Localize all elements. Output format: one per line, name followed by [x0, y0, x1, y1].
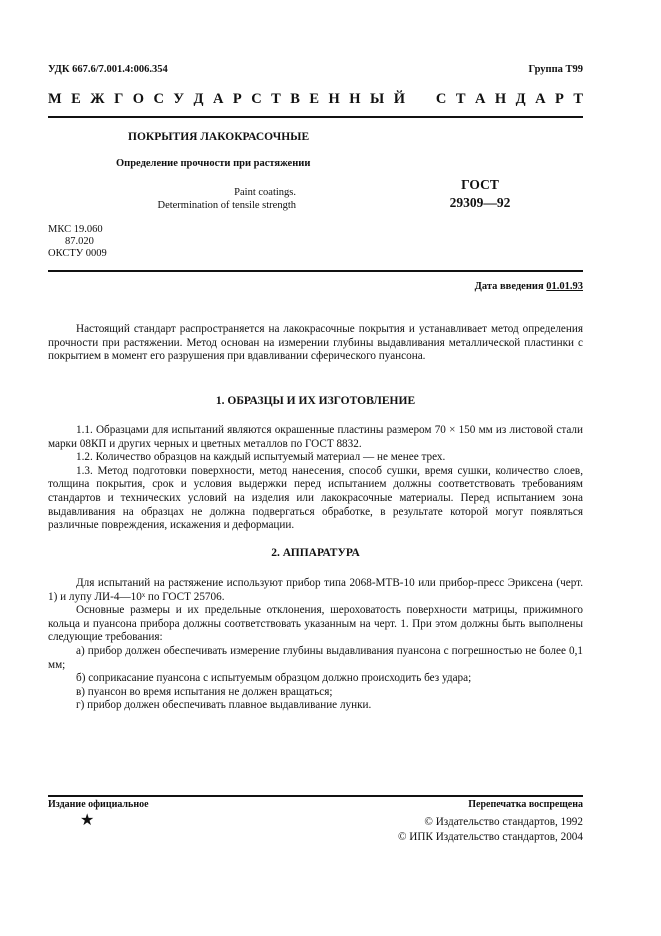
banner-letter: Г: [114, 91, 124, 107]
section2-heading: 2. АППАРАТУРА: [271, 547, 360, 559]
document-title: ПОКРЫТИЯ ЛАКОКРАСОЧНЫЕ: [128, 131, 310, 143]
english-title: [116, 186, 296, 212]
banner-letter: Р: [232, 91, 242, 107]
banner-letter: Н: [494, 91, 507, 107]
middle-divider: [48, 270, 583, 272]
okstu-code: ОКСТУ 0009: [48, 248, 107, 259]
banner-letter: Н: [349, 91, 361, 107]
intro-paragraph: Настоящий стандарт распространяется на лакокрасочные покрытия и устанавливает метод определения прочности при растяжении. Метод основан на измерении глубины выдавливания металлической пластинки с покрытием в момент его разрушения при вдавливании сферического пуансона.: [48, 323, 583, 363]
requirement-c: в) пуансон во время испытания не должен вращаться;: [76, 685, 333, 698]
english-title-line2: Determination of tensile strength: [157, 200, 296, 211]
banner-letter: А: [474, 91, 486, 107]
banner-letter: С: [251, 91, 262, 107]
banner-letter: С: [435, 91, 447, 107]
group-code: Группа Т99: [528, 64, 583, 75]
banner-letter: Т: [271, 91, 281, 107]
reprint-prohibited-label: Перепечатка воспрещена: [468, 799, 583, 810]
gost-designation: [440, 176, 520, 212]
banner-letter: Н: [328, 91, 340, 107]
banner-letter: О: [132, 91, 145, 107]
section1-para-1-1: 1.1. Образцами для испытаний являются окрашенные пластины размером 70 × 150 мм из листовой стали марки 08КП и других черных и цветных металлов по ГОСТ 8832.: [48, 424, 583, 450]
requirement-d: г) прибор должен обеспечивать плавное выдавливание лунки.: [76, 699, 372, 712]
banner-letter: Д: [515, 91, 526, 107]
copyright-line-1: © Издательство стандартов, 1992: [424, 816, 583, 828]
banner-letter: Р: [555, 91, 564, 107]
banner-letter: Е: [71, 91, 81, 107]
introduction-date-label: Дата введения: [474, 281, 544, 292]
mks-code-2: 87.020: [65, 236, 94, 247]
banner-letter: А: [212, 91, 224, 107]
copyright-line-2: © ИПК Издательство стандартов, 2004: [397, 831, 583, 843]
banner-letter: Й: [393, 91, 405, 107]
section2-para-1: Для испытаний на растяжение используют прибор типа 2068-МТВ-10 или прибор-пресс Эриксена (черт. 1) и лупу ЛИ-4—10ˣ по ГОСТ 25706.: [48, 577, 583, 603]
banner-gap: [414, 91, 426, 108]
banner-letter: С: [153, 91, 164, 107]
banner-letter: М: [48, 91, 62, 107]
banner-letter: У: [173, 91, 185, 107]
section2-body: [48, 577, 583, 713]
banner-letter: Д: [193, 91, 204, 107]
gost-number: 29309—92: [449, 195, 511, 210]
classification-codes: [48, 224, 107, 260]
english-title-line1: Paint coatings.: [234, 187, 296, 198]
banner-letter: Т: [573, 91, 583, 107]
section1-para-1-3: 1.3. Метод подготовки поверхности, метод нанесения, способ сушки, время сушки, количество слоев, толщина покрытия, срок и условия выдержки перед испытанием должны соответствовать требованиям стандартов и технических условий на изделия или лакокрасочные материалы. Перед испытанием зона выдавливания на образцах не должна подвергаться обработке, в результате которой могут появляться различные повреждения, искажения и деформации.: [48, 464, 583, 532]
section1-body: [48, 424, 583, 533]
banner-letter: Ж: [90, 91, 105, 107]
document-subtitle: Определение прочности при растяжении: [116, 158, 311, 169]
udk-code: УДК 667.6/7.001.4:006.354: [48, 64, 168, 75]
footer-divider: [48, 795, 583, 797]
top-divider: [48, 116, 583, 118]
section2-para-2: Основные размеры и их предельные отклонения, шероховатость поверхности матрицы, прижимного кольца и пуансона прибора должны соответствовать указанным на черт. 1. При этом должны быть выполнены следующие требования:: [48, 604, 583, 644]
banner-letter: А: [535, 91, 546, 107]
banner-letter: Ы: [370, 91, 385, 107]
section1-heading: 1. ОБРАЗЦЫ И ИХ ИЗГОТОВЛЕНИЕ: [215, 395, 416, 407]
requirement-a: а) прибор должен обеспечивать измерение глубины выдавливания пуансона с погрешностью не более 0,1 мм;: [48, 644, 583, 671]
gost-label: ГОСТ: [461, 177, 499, 192]
section1-para-1-2: 1.2. Количество образцов на каждый испытуемый материал — не менее трех.: [76, 451, 446, 464]
standard-banner: [48, 91, 583, 108]
copyright-block: [398, 815, 583, 845]
mks-code-1: МКС 19.060: [48, 224, 103, 235]
official-edition-label: Издание официальное: [48, 799, 149, 810]
banner-letter: В: [290, 91, 300, 107]
star-icon: ★: [80, 812, 95, 829]
requirement-b: б) соприкасание пуансона с испытуемым образцом должно происходить без удара;: [76, 672, 472, 685]
banner-letter: Е: [309, 91, 320, 107]
intro-text: [48, 323, 583, 364]
introduction-date: [475, 281, 583, 292]
introduction-date-value: 01.01.93: [546, 281, 583, 292]
banner-letter: Т: [455, 91, 466, 107]
